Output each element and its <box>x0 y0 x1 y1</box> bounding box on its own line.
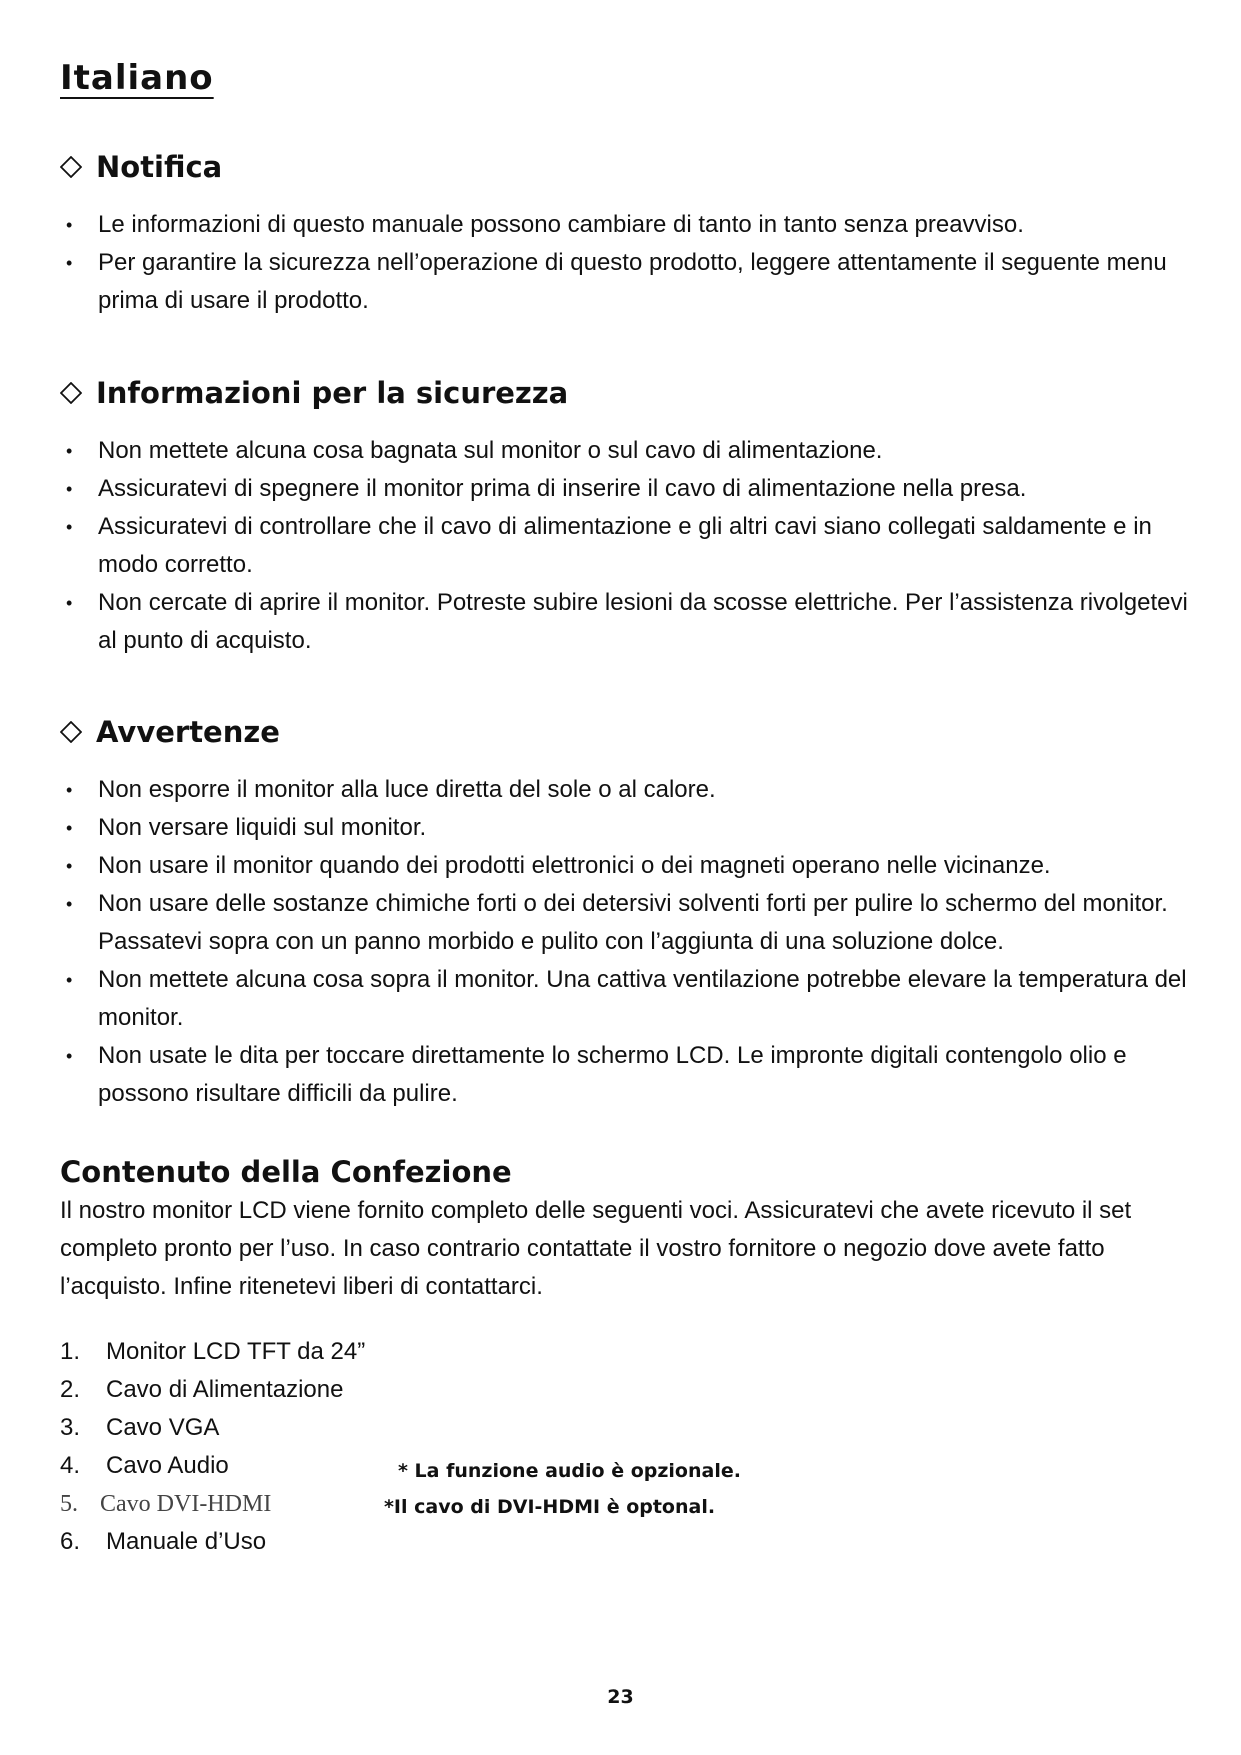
list-item: • Le informazioni di questo manuale possono cambiare di tanto in tanto senza preavviso. <box>60 206 1190 244</box>
item-text: Cavo VGA <box>106 1414 220 1441</box>
item-text: Cavo DVI-HDMI <box>100 1491 272 1517</box>
safety-list <box>60 432 1190 660</box>
item-number: 6. <box>60 1528 81 1555</box>
contents-item <box>60 1485 1160 1523</box>
list-item: • Assicuratevi di controllare che il cavo di alimentazione e gli altri cavi siano collegati saldamente e in modo corretto. <box>60 508 1190 584</box>
item-number: 4. <box>60 1452 81 1479</box>
item-number: 3. <box>60 1414 81 1441</box>
list-item: • Non versare liquidi sul monitor. <box>60 809 1190 847</box>
item-text: Cavo Audio <box>106 1452 229 1479</box>
list-item: • Non usare il monitor quando dei prodotti elettronici o dei magneti operano nelle vicinanze. <box>60 847 1190 885</box>
diamond-icon <box>60 382 82 404</box>
contents-list <box>60 1333 1160 1561</box>
list-item: • Non esporre il monitor alla luce diretta del sole o al calore. <box>60 771 1190 809</box>
audio-note: * La funzione audio è opzionale. <box>398 1460 741 1482</box>
list-item: • Non mettete alcuna cosa bagnata sul monitor o sul cavo di alimentazione. <box>60 432 1190 470</box>
warnings-list <box>60 771 1190 1113</box>
list-item: • Per garantire la sicurezza nell’operazione di questo prodotto, leggere attentamente il seguente menu prima di usare il prodotto. <box>60 244 1190 320</box>
dvi-hdmi-note: *Il cavo di DVI-HDMI è optonal. <box>384 1496 716 1518</box>
list-item: • Non usate le dita per toccare direttamente lo schermo LCD. Le impronte digitali contengolo olio e possono risultare difficili da pulire. <box>60 1037 1190 1113</box>
item-text: Cavo di Alimentazione <box>106 1376 344 1403</box>
item-number: 1. <box>60 1338 81 1365</box>
list-item: • Assicuratevi di spegnere il monitor prima di inserire il cavo di alimentazione nella presa. <box>60 470 1190 508</box>
section-heading-text: Informazioni per la sicurezza <box>96 376 569 410</box>
item-text: Monitor LCD TFT da 24” <box>106 1338 366 1365</box>
diamond-icon <box>60 156 82 178</box>
contents-item <box>60 1333 1160 1371</box>
list-item: • Non mettete alcuna cosa sopra il monitor. Una cattiva ventilazione potrebbe elevare la temperatura del monitor. <box>60 961 1190 1037</box>
list-item: • Non cercate di aprire il monitor. Potreste subire lesioni da scosse elettriche. Per l’assistenza rivolgetevi al punto di acquisto. <box>60 584 1190 660</box>
section-heading-notifica <box>60 150 222 184</box>
section-heading-safety <box>60 376 568 410</box>
list-item: • Non usare delle sostanze chimiche forti o dei detersivi solventi forti per pulire lo schermo del monitor. Passatevi sopra con un panno morbido e pulito con l’aggiunta di una soluzione dolce. <box>60 885 1190 961</box>
section-heading-text: Avvertenze <box>96 715 280 749</box>
contents-item <box>60 1523 1160 1561</box>
item-text: Manuale d’Uso <box>106 1528 267 1555</box>
contents-item <box>60 1371 1160 1409</box>
contents-item <box>60 1409 1160 1447</box>
section-heading-text: Notifica <box>96 150 223 184</box>
page-title <box>60 58 214 98</box>
item-number: 2. <box>60 1376 81 1403</box>
notice-list <box>60 206 1190 320</box>
page-number: 23 <box>607 1686 634 1708</box>
contents-item <box>60 1447 1160 1485</box>
diamond-icon <box>60 721 82 743</box>
item-number: 5. <box>60 1491 78 1517</box>
page-title-text: Italiano <box>60 58 214 98</box>
section-heading-warnings <box>60 715 280 749</box>
contents-paragraph: Il nostro monitor LCD viene fornito completo delle seguenti voci. Assicuratevi che avete ricevuto il set completo pronto per l’uso. In caso contrario contattate il vostro fornitore o negozio dove avete fatto l’acquisto. Infine ritenetevi liberi di contattarci. <box>60 1197 1132 1300</box>
contents-heading: Contenuto della Confezione <box>60 1155 512 1189</box>
